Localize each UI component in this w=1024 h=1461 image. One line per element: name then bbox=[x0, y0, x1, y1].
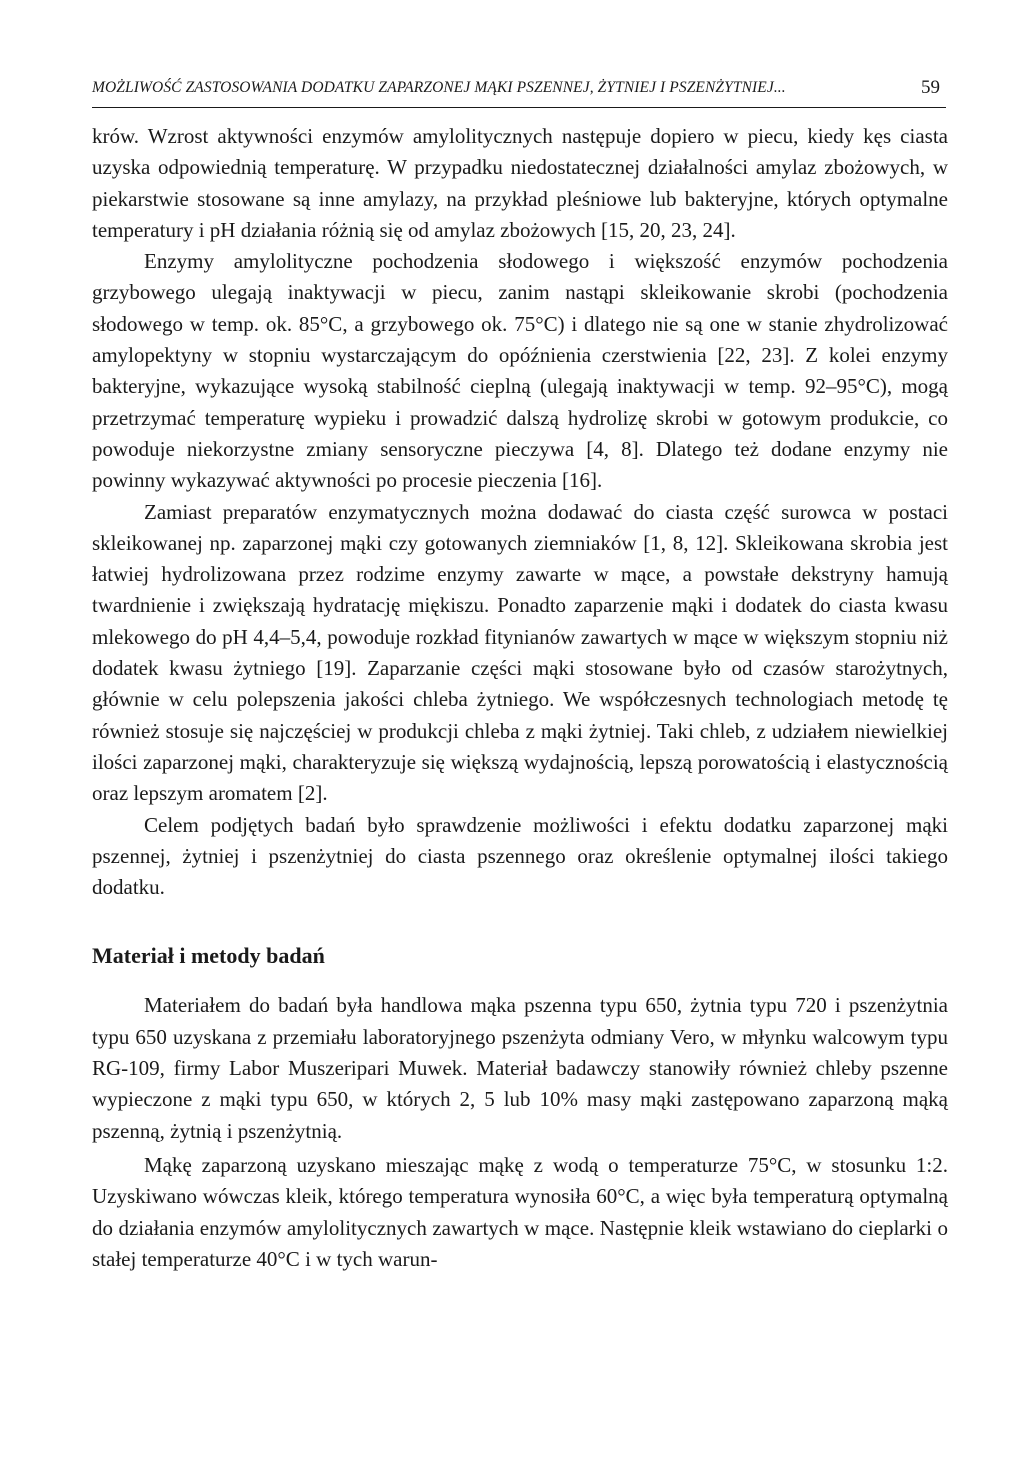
paragraph-procedure: Mąkę zaparzoną uzyskano mieszając mąkę z wodą o temperaturze 75°C, w stosunku 1:2. Uzyskiwano wówczas kleik, którego temperatura wynosiła 60°C, a więc była temperaturą optymalną do działania enzymów amylolitycznych zawartych w mące. Następnie kleik wstawiano do cieplarki o stałej temperaturze 40°C i w tych warun- bbox=[92, 1152, 948, 1271]
running-header bbox=[92, 77, 946, 108]
article-body bbox=[92, 121, 948, 1275]
paragraph-enzymes: Enzymy amylolityczne pochodzenia słodowego i większość enzymów pochodzenia grzybowego ulegają inaktywacji w piecu, zanim nastąpi skleikowanie skrobi (pochodzenia słodowego w temp. ok. 85°C, a grzybowego ok. 75°C) i dlatego nie są one w stanie zhydrolizować amylopektyny w stopniu wystarczającym do opóźnienia czerstwienia [22, 23]. Z kolei enzymy bakteryjne, wykazujące wysoką stabilność cieplną (ulegają inaktywacji w temp. 92–95°C), mogą przetrzymać temperaturę wypieku i prowadzić dalszą hydrolizę skrobi w gotowym produkcie, co powoduje niekorzystne zmiany sensoryczne pieczywa [4, 8]. Dlatego też dodane enzymy nie powinny wykazywać aktywności po procesie pieczenia [16]. bbox=[92, 249, 948, 493]
paragraph-aim: Celem podjętych badań było sprawdzenie możliwości i efektu dodatku zaparzonej mąki pszennej, żytniej i pszenżytniej do ciasta pszennego oraz określenie optymalnej ilości takiego dodatku. bbox=[92, 812, 948, 900]
paragraph-materials: Materiałem do badań była handlowa mąka pszenna typu 650, żytnia typu 720 i pszenżytnia typu 650 uzyskana z przemiału laboratoryjnego pszenżyta odmiany Vero, w młynku walcowym typu RG-109, firmy Labor Muszeripari Muwek. Materiał badawczy stanowiły również chleby pszenne wypieczone z mąki typu 650, w których 2, 5 lub 10% masy mąki zastępowano zaparzoną mąką pszenną, żytnią i pszenżytnią. bbox=[92, 993, 948, 1143]
page-number: 59 bbox=[921, 77, 940, 98]
paragraph-scalded-flour: Zamiast preparatów enzymatycznych można dodawać do ciasta część surowca w postaci skleikowanej np. zaparzonej mąki czy gotowanych ziemniaków [1, 8, 12]. Skleikowana skrobia jest łatwiej hydrolizowana przez rodzime enzymy zawarte w mące, a powstałe dekstryny hamują twardnienie i zwiększają hydratację miękiszu. Ponadto zaparzenie mąki i dodatek do ciasta kwasu mlekowego do pH 4,4–5,4, powoduje rozkład fitynianów zawartych w mące w większym stopniu niż dodatek kwasu żytniego [19]. Zaparzanie części mąki stosowane było od czasów starożytnych, głównie w celu polepszenia jakości chleba żytniego. We współczesnych technologiach metodę tę również stosuje się najczęściej w produkcji chleba z mąki żytniej. Taki chleb, z udziałem niewielkiej ilości zaparzonej mąki, charakteryzuje się większą wydajnością, lepszą porowatością i elastycznością oraz lepszym aromatem [2]. bbox=[92, 499, 948, 806]
paragraph-continuation: krów. Wzrost aktywności enzymów amylolitycznych następuje dopiero w piecu, kiedy kęs ciasta uzyska odpowiednią temperaturę. W przypadku niedostatecznej działalności amylaz zbożowych, w piekarstwie stosowane są inne amylazy, na przykład pleśniowe lub bakteryjne, których optymalne temperatury i pH działania różnią się od amylaz zbożowych [15, 20, 23, 24]. bbox=[92, 124, 948, 242]
running-title: MOŻLIWOŚĆ ZASTOSOWANIA DODATKU ZAPARZONEJ MĄKI PSZENNEJ, ŻYTNIEJ I PSZENŻYTNIEJ... bbox=[92, 79, 786, 96]
section-heading-methods: Materiał i metody badań bbox=[92, 943, 325, 969]
